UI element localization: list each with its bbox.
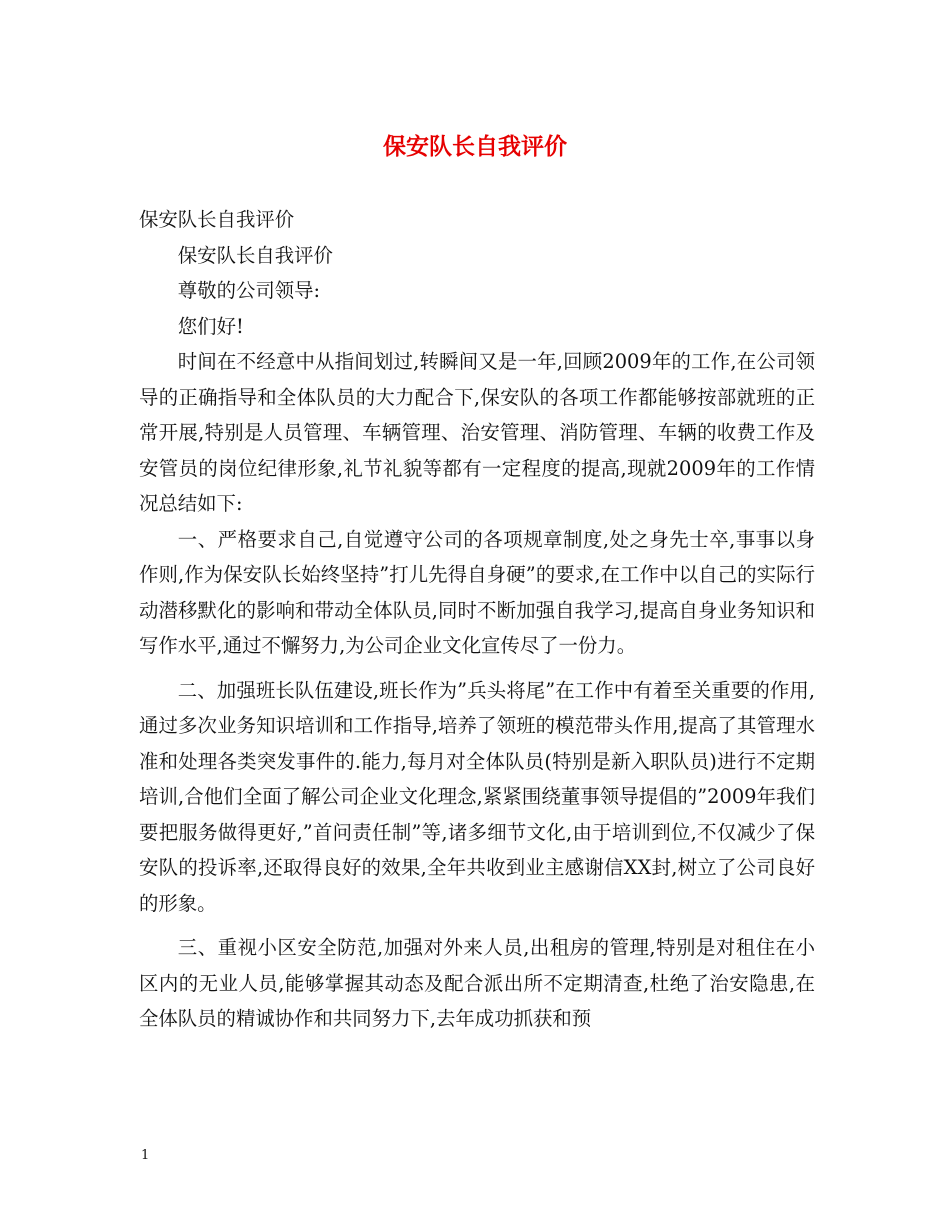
- section-one-paragraph: 一、严格要求自己,自觉遵守公司的各项规章制度,处之身先士卒,事事以身作则,作为保安队长始终坚持”打儿先得自身硬”的要求,在工作中以自己的实际行动潜移默化的影响和带动全体队员,同时不断加强自我学习,提高自身业务知识和写作水平,通过不懈努力,为公司企业文化宣传尽了一份力。: [139, 527, 815, 657]
- section-three-paragraph: 三、重视小区安全防范,加强对外来人员,出租房的管理,特别是对租住在小区内的无业人员,能够掌握其动态及配合派出所不定期清查,杜绝了治安隐患,在全体队员的精诚协作和共同努力下,去年成功抓获和预: [139, 936, 815, 1030]
- document-title: 保安队长自我评价: [383, 133, 567, 160]
- section-two-paragraph: 二、加强班长队伍建设,班长作为”兵头将尾”在工作中有着至关重要的作用,通过多次业务知识培训和工作指导,培养了领班的模范带头作用,提高了其管理水准和处理各类突发事件的.能力,每月对全体队员(特别是新入职队员)进行不定期培训,合他们全面了解公司企业文化理念,紧紧围绕董事领导提倡的”2009年我们要把服务做得更好,”首问责任制”等,诸多细节文化,由于培训到位,不仅减少了保安队的投诉率,还取得良好的效果,全年共收到业主感谢信XX封,树立了公司良好的形象。: [139, 678, 815, 915]
- body-heading: 保安队长自我评价: [139, 208, 295, 231]
- subtitle-line: 保安队长自我评价: [177, 243, 333, 267]
- page-number: 1: [141, 1148, 150, 1163]
- greeting: 您们好!: [177, 314, 244, 338]
- intro-paragraph: 时间在不经意中从指间划过,转瞬间又是一年,回顾2009年的工作,在公司领导的正确指导和全体队员的大力配合下,保安队的各项工作都能够按部就班的正常开展,特别是人员管理、车辆管理、治安管理、消防管理、车辆的收费工作及安管员的岗位纪律形象,礼节礼貌等都有一定程度的提高,现就2009年的工作情况总结如下:: [139, 350, 815, 515]
- document-body: [139, 202, 815, 1037]
- salutation: 尊敬的公司领导:: [177, 279, 321, 302]
